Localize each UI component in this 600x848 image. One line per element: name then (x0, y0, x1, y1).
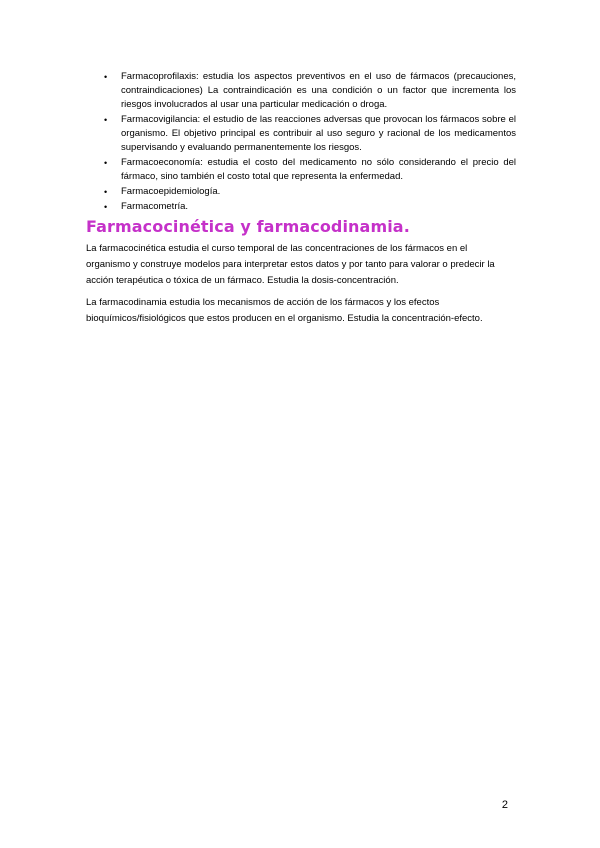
bullet-icon: • (104, 115, 108, 125)
bullet-icon: • (104, 72, 108, 82)
list-item-text: Farmacoeconomía: estudia el costo del medicamento no sólo considerando el precio del fármaco, sino también el costo total que representa la enfermedad. (121, 157, 516, 182)
bullet-icon: • (104, 158, 108, 168)
paragraph-farmacocinetica: La farmacocinética estudia el curso temporal de las concentraciones de los fármacos en el organismo y construye modelos para interpretar estos datos y por tanto para valorar o predecir la acción terapéutica o tóxica de un fármaco. Estudia la dosis-concentración. (86, 243, 495, 286)
paragraph-farmacodinamia: La farmacodinamia estudia los mecanismos de acción de los fármacos y los efectos bioquímicos/fisiológicos que estos producen en el organismo. Estudia la concentración-efecto. (86, 297, 483, 324)
list-item (104, 70, 516, 112)
list-item-text: Farmacometría. (121, 201, 189, 212)
list-item (104, 113, 516, 155)
page-number: 2 (501, 799, 508, 811)
list-item (104, 185, 516, 199)
list-item-text: Farmacoepidemiología. (121, 186, 221, 197)
list-item-text: Farmacoprofilaxis: estudia los aspectos preventivos en el uso de fármacos (precauciones, contraindicaciones) La contraindicación es una condición o un factor que incrementa los riesgos involucrados al usar una particular medicación o droga. (121, 71, 516, 110)
section-heading: Farmacocinética y farmacodinamia. (86, 217, 410, 236)
list-item-text: Farmacovigilancia: el estudio de las reacciones adversas que provocan los fármacos sobre el organismo. El objetivo principal es contribuir al uso seguro y racional de los medicamentos supervisando y evaluando permanentemente los riesgos. (121, 114, 516, 153)
list-item (104, 200, 516, 214)
list-item (104, 156, 516, 184)
bullet-icon: • (104, 187, 108, 197)
bullet-icon: • (104, 202, 108, 212)
bullet-list (104, 70, 516, 215)
